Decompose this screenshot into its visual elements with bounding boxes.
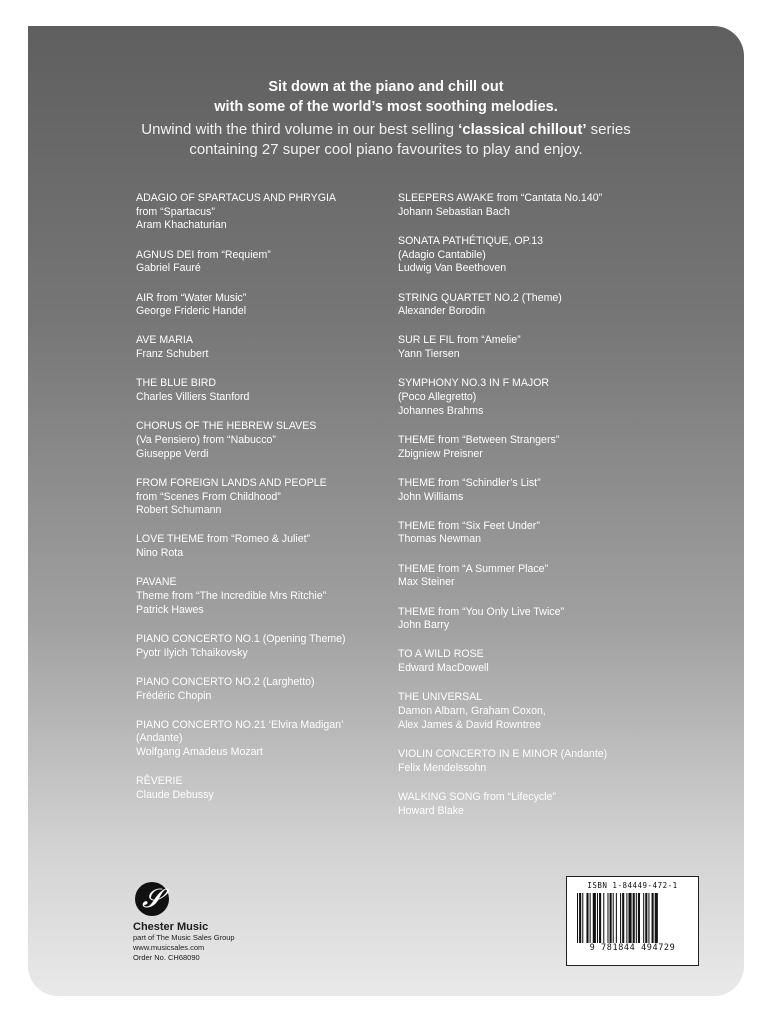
barcode-stripe <box>636 893 637 943</box>
contents-entry <box>136 477 406 518</box>
piece-title: THEME from “You Only Live Twice” <box>398 605 565 618</box>
piece-detail: Edward MacDowell <box>398 662 489 675</box>
piece-detail: Giuseppe Verdi <box>136 447 209 460</box>
series-name: ‘classical chillout’ <box>458 121 587 138</box>
barcode-bars <box>575 893 690 943</box>
piece-title: ADAGIO OF SPARTACUS AND PHRYGIA <box>136 192 336 204</box>
barcode-stripe <box>597 893 598 943</box>
back-cover <box>28 26 744 996</box>
ean-number: 9 781844 494729 <box>589 943 676 953</box>
contents-right-column <box>398 192 668 834</box>
barcode-stripe <box>626 893 627 943</box>
piece-title: SYMPHONY NO.3 IN F MAJOR <box>398 377 550 390</box>
contents-entry <box>136 377 406 404</box>
barcode-stripe <box>607 893 608 943</box>
piece-title: STRING QUARTET NO.2 (Theme) <box>398 291 562 304</box>
barcode-stripe <box>586 893 588 943</box>
barcode-stripe <box>577 893 578 943</box>
isbn-text: ISBN 1-84449-472-1 <box>587 881 678 890</box>
contents-entry <box>398 292 668 319</box>
order-number: Order No. CH68090 <box>133 953 200 962</box>
contents-entry <box>136 249 406 276</box>
piece-title: AVE MARIA <box>136 334 193 347</box>
piece-detail: Howard Blake <box>398 804 464 817</box>
contents-entry <box>136 633 406 660</box>
intro-line-3-end: series <box>586 121 631 138</box>
chester-music-logo-icon: 𝓢 <box>135 882 169 916</box>
piece-title: THEME from “Schindler’s List” <box>398 476 541 489</box>
barcode-stripe <box>645 893 647 943</box>
barcode-stripe <box>593 893 596 943</box>
publisher-block <box>133 882 235 963</box>
contents-entry <box>398 235 668 276</box>
barcode-stripe <box>579 893 581 943</box>
contents-entry <box>398 192 668 219</box>
piece-title: PIANO CONCERTO NO.1 (Opening Theme) <box>136 632 346 645</box>
barcode-stripe <box>633 893 635 943</box>
piece-title: WALKING SONG from “Lifecycle” <box>398 790 556 803</box>
piece-detail: Franz Schubert <box>136 348 209 361</box>
piece-detail: Alex James & David Rowntree <box>398 718 542 731</box>
piece-detail: Theme from “The Incredible Mrs Ritchie” <box>136 590 327 603</box>
contents-entry <box>136 334 406 361</box>
piece-title: CHORUS OF THE HEBREW SLAVES <box>136 420 317 433</box>
contents-entry <box>398 377 668 418</box>
piece-title: AGNUS DEI from “Requiem” <box>136 248 271 261</box>
barcode-stripe <box>582 893 583 943</box>
piece-title: THE BLUE BIRD <box>136 377 217 390</box>
piece-detail: (Adagio Cantabile) <box>398 248 486 261</box>
contents-entry <box>136 719 406 760</box>
piece-title: THEME from “Six Feet Under” <box>398 519 540 532</box>
piece-title: LOVE THEME from “Romeo & Juliet” <box>136 533 311 546</box>
intro-line-1: Sit down at the piano and chill out <box>268 79 504 95</box>
intro-line-3-start: Unwind with the third volume in our best selling <box>141 121 459 138</box>
contents-entry <box>398 563 668 590</box>
barcode-stripe <box>599 893 601 943</box>
piece-title: SONATA PATHÉTIQUE, OP.13 <box>398 234 544 247</box>
barcode-stripe <box>622 893 624 943</box>
piece-detail: Max Steiner <box>398 576 455 589</box>
piece-title: FROM FOREIGN LANDS AND PEOPLE <box>136 476 327 489</box>
publisher-group: part of The Music Sales Group <box>133 933 235 942</box>
piece-detail: Gabriel Fauré <box>136 262 201 275</box>
piece-detail: Robert Schumann <box>136 504 222 517</box>
barcode-stripe <box>652 893 654 943</box>
piece-detail: (Andante) <box>136 732 183 745</box>
piece-detail: Felix Mendelssohn <box>398 761 487 774</box>
contents-entry <box>398 748 668 775</box>
barcode-stripe <box>638 893 640 943</box>
contents-left-column <box>136 192 406 818</box>
intro-line-3 <box>28 120 744 140</box>
piece-title: THEME from “A Summer Place” <box>398 562 549 575</box>
piece-title: THE UNIVERSAL <box>398 691 483 704</box>
barcode-stripe <box>628 893 631 943</box>
contents-entry <box>398 606 668 633</box>
barcode-stripe <box>603 893 604 943</box>
piece-detail: Wolfgang Amadeus Mozart <box>136 746 263 759</box>
contents-entry <box>398 434 668 461</box>
contents-entry <box>136 192 406 233</box>
piece-title: AIR from “Water Music” <box>136 291 247 304</box>
contents-entry <box>398 334 668 361</box>
piece-detail: Claude Debussy <box>136 789 214 802</box>
piece-title: PIANO CONCERTO NO.2 (Larghetto) <box>136 675 315 688</box>
barcode-stripe <box>655 893 658 943</box>
piece-detail: (Va Pensiero) from “Nabucco” <box>136 433 276 446</box>
piece-title: RÊVERIE <box>136 775 183 788</box>
barcode-stripe <box>620 893 621 943</box>
piece-detail: Ludwig Van Beethoven <box>398 262 507 275</box>
piece-detail: (Poco Allegretto) <box>398 391 477 404</box>
contents-entry <box>398 477 668 504</box>
intro-text <box>28 77 744 160</box>
piece-detail: Damon Albarn, Graham Coxon, <box>398 705 546 718</box>
contents-entry <box>398 791 668 818</box>
piece-detail: Charles Villiers Stanford <box>136 391 250 404</box>
intro-line-4: containing 27 super cool piano favourites to play and enjoy. <box>189 141 583 158</box>
contents-entry <box>136 576 406 617</box>
piece-title: VIOLIN CONCERTO IN E MINOR (Andante) <box>398 747 608 760</box>
barcode-stripe <box>616 893 617 943</box>
piece-detail: Patrick Hawes <box>136 603 204 616</box>
contents-entry <box>398 691 668 732</box>
barcode-stripe <box>610 893 612 943</box>
intro-line-2: with some of the world’s most soothing melodies. <box>214 99 558 115</box>
piece-detail: Alexander Borodin <box>398 305 486 318</box>
barcode-stripe <box>613 893 614 943</box>
barcode-stripe <box>643 893 644 943</box>
contents-entry <box>136 292 406 319</box>
contents-entry <box>398 520 668 547</box>
piece-detail: Frédéric Chopin <box>136 689 212 702</box>
piece-detail: from “Spartacus” <box>136 205 215 218</box>
piece-detail: from “Scenes From Childhood” <box>136 490 281 503</box>
piece-title: PAVANE <box>136 576 177 589</box>
piece-detail: George Frideric Handel <box>136 305 247 318</box>
piece-detail: John Barry <box>398 619 450 632</box>
barcode <box>566 876 699 966</box>
piece-title: SLEEPERS AWAKE from “Cantata No.140” <box>398 192 603 204</box>
publisher-name: Chester Music <box>133 921 209 933</box>
barcode-stripe <box>590 893 591 943</box>
contents-entry <box>136 420 406 461</box>
barcode-stripe <box>648 893 649 943</box>
piece-detail: Johann Sebastian Bach <box>398 205 510 218</box>
piece-title: TO A WILD ROSE <box>398 648 484 661</box>
piece-title: SUR LE FIL from “Amelie” <box>398 334 521 347</box>
contents-entry <box>398 648 668 675</box>
piece-detail: Thomas Newman <box>398 533 482 546</box>
piece-title: THEME from “Between Strangers” <box>398 433 560 446</box>
piece-detail: Nino Rota <box>136 547 184 560</box>
piece-title: PIANO CONCERTO NO.21 ‘Elvira Madigan’ <box>136 718 344 731</box>
piece-detail: Pyotr Ilyich Tchaikovsky <box>136 646 248 659</box>
piece-detail: Aram Khachaturian <box>136 219 227 232</box>
contents-entry <box>136 533 406 560</box>
piece-detail: Zbigniew Preisner <box>398 447 483 460</box>
contents-entry <box>136 676 406 703</box>
contents-entry <box>136 775 406 802</box>
publisher-website: www.musicsales.com <box>133 943 205 952</box>
piece-detail: Yann Tiersen <box>398 348 460 361</box>
piece-detail: John Williams <box>398 490 464 503</box>
piece-detail: Johannes Brahms <box>398 404 484 417</box>
